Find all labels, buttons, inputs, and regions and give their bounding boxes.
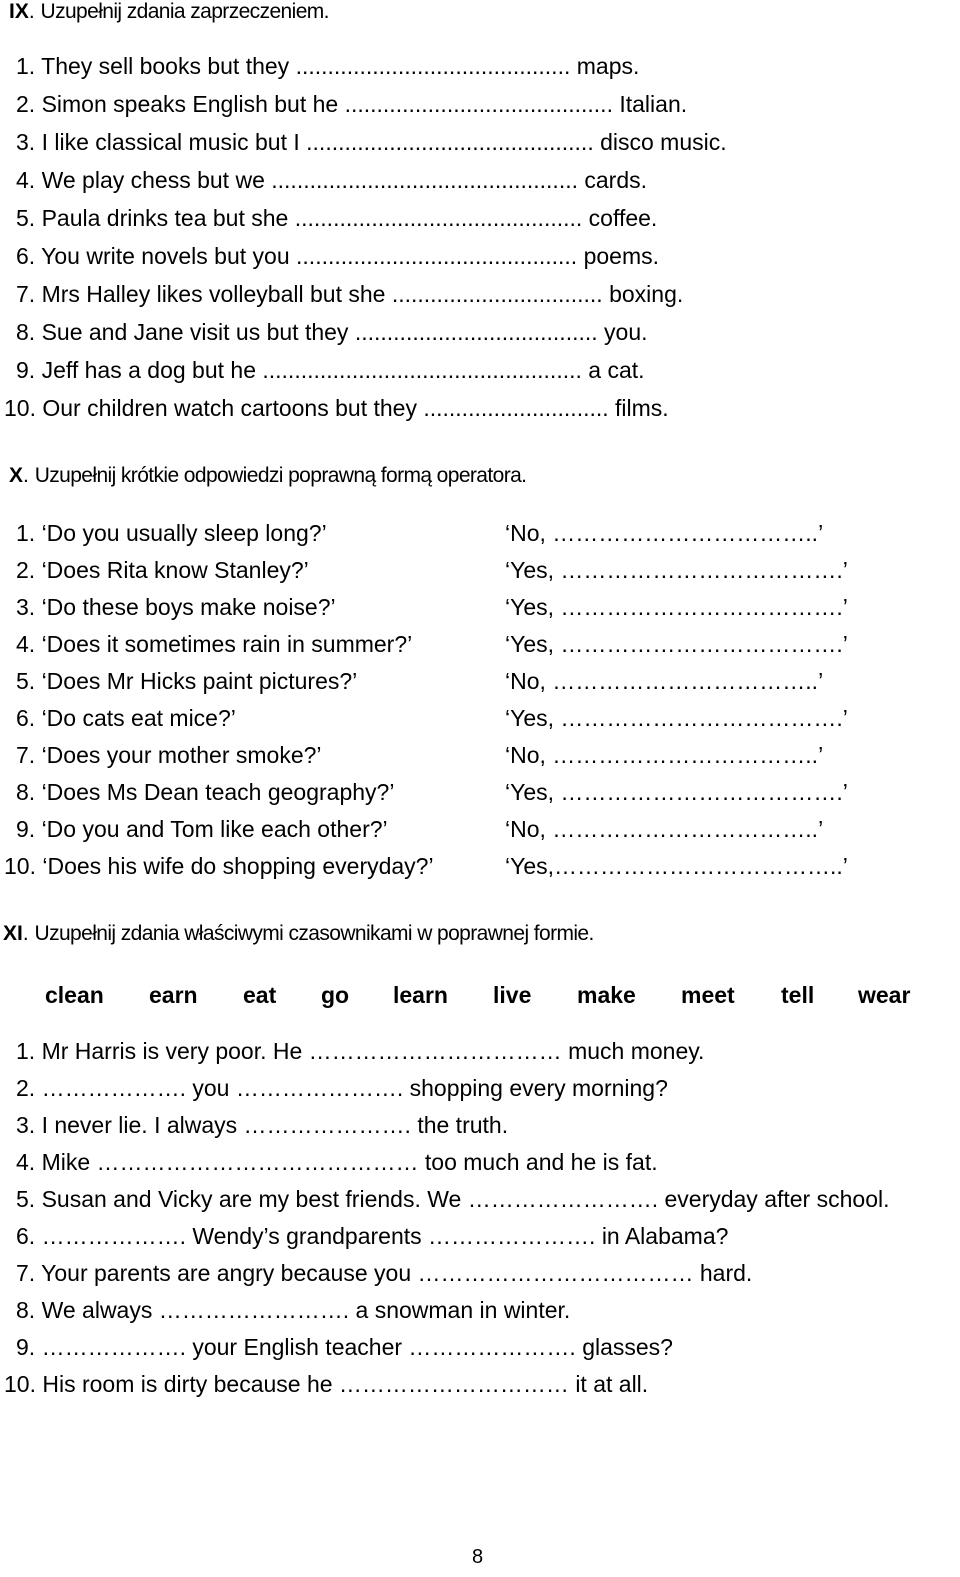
exercise-x-question-9: 9. ‘Do you and Tom like each other?’ — [16, 816, 388, 842]
exercise-x-answer-4: ‘Yes, ……………………………….’ — [505, 631, 848, 657]
word-bank-item: meet — [681, 982, 735, 1008]
exercise-ix-item-7: 7. Mrs Halley likes volleyball but she ................................. boxing. — [16, 281, 684, 307]
exercise-ix-item-2: 2. Simon speaks English but he .......................................... Italian. — [16, 91, 688, 117]
exercise-x-answer-9: ‘No, ……………………………..’ — [505, 816, 824, 842]
exercise-x-question-1: 1. ‘Do you usually sleep long?’ — [16, 520, 327, 546]
exercise-xi-item-9: 9. ………………. your English teacher …………………. glasses? — [16, 1334, 673, 1360]
exercise-xi-item-2: 2. ………………. you …………………. shopping every morning? — [16, 1075, 668, 1101]
exercise-x-answer-7: ‘No, ……………………………..’ — [505, 742, 824, 768]
exercise-x-answer-8: ‘Yes, ……………………………….’ — [505, 779, 848, 805]
exercise-xi-item-1: 1. Mr Harris is very poor. He …………………………… much money. — [16, 1038, 705, 1064]
exercise-x-answer-6: ‘Yes, ……………………………….’ — [505, 705, 848, 731]
exercise-x-question-5: 5. ‘Does Mr Hicks paint pictures?’ — [16, 668, 358, 694]
exercise-x-answer-5: ‘No, ……………………………..’ — [505, 668, 824, 694]
exercise-xi-item-10: 10. His room is dirty because he ………………………… it at all. — [4, 1371, 649, 1397]
exercise-ix-item-1: 1. They sell books but they ........................................... maps. — [16, 53, 640, 79]
section-number: XI — [3, 922, 23, 945]
exercise-x-question-4: 4. ‘Does it sometimes rain in summer?’ — [16, 631, 413, 657]
exercise-ix-item-4: 4. We play chess but we ................................................ cards. — [16, 167, 648, 193]
exercise-xi-item-5: 5. Susan and Vicky are my best friends. We ……………………. everyday after school. — [16, 1186, 890, 1212]
word-bank-item: go — [321, 982, 350, 1008]
page-number: 8 — [472, 1546, 484, 1568]
exercise-ix-item-6: 6. You write novels but you ............................................ poems. — [16, 243, 660, 269]
exercise-ix-item-8: 8. Sue and Jane visit us but they ...................................... you. — [16, 319, 648, 345]
exercise-ix-item-5: 5. Paula drinks tea but she ............................................. coffee. — [16, 205, 658, 231]
exercise-x-question-7: 7. ‘Does your mother smoke?’ — [16, 742, 322, 768]
section-xi-heading: XI. Uzupełnij zdania właściwymi czasownikami w poprawnej formie. — [3, 922, 594, 945]
exercise-xi-item-6: 6. ………………. Wendy’s grandparents …………………. in Alabama? — [16, 1223, 729, 1249]
exercise-x-answer-2: ‘Yes, ……………………………….’ — [505, 557, 848, 583]
section-number: X — [9, 464, 24, 487]
exercise-xi-item-3: 3. I never lie. I always …………………. the truth. — [16, 1112, 509, 1138]
exercise-ix-item-3: 3. I like classical music but I ............................................. disco music. — [16, 129, 727, 155]
exercise-xi-item-4: 4. Mike …………………………………… too much and he is fat. — [16, 1149, 658, 1175]
exercise-x-answer-10: ‘Yes,………………………………..’ — [505, 853, 848, 879]
word-bank-item: learn — [393, 982, 448, 1008]
exercise-x-question-8: 8. ‘Does Ms Dean teach geography?’ — [16, 779, 395, 805]
exercise-xi-item-7: 7. Your parents are angry because you ……………………………… hard. — [16, 1260, 753, 1286]
exercise-x-answer-1: ‘No, ……………………………..’ — [505, 520, 824, 546]
exercise-x-answer-3: ‘Yes, ……………………………….’ — [505, 594, 848, 620]
word-bank-item: make — [577, 982, 636, 1008]
exercise-x-question-6: 6. ‘Do cats eat mice?’ — [16, 705, 236, 731]
exercise-ix-item-10: 10. Our children watch cartoons but they ............................. films. — [4, 395, 669, 421]
exercise-ix-item-9: 9. Jeff has a dog but he .................................................. a cat. — [16, 357, 645, 383]
section-instruction: Uzupełnij krótkie odpowiedzi poprawną formą operatora. — [34, 464, 527, 487]
word-bank-item: tell — [781, 982, 815, 1008]
word-bank-item: live — [493, 982, 532, 1008]
exercise-x-question-2: 2. ‘Does Rita know Stanley?’ — [16, 557, 309, 583]
exercise-x-question-10: 10. ‘Does his wife do shopping everyday?’ — [4, 853, 434, 879]
section-ix-heading: IX. Uzupełnij zdania zaprzeczeniem. — [9, 0, 329, 23]
section-instruction: Uzupełnij zdania zaprzeczeniem. — [40, 0, 329, 23]
word-bank-item: wear — [858, 982, 911, 1008]
word-bank-item: eat — [243, 982, 277, 1008]
exercise-x-question-3: 3. ‘Do these boys make noise?’ — [16, 594, 336, 620]
section-x-heading: X. Uzupełnij krótkie odpowiedzi poprawną formą operatora. — [9, 464, 527, 487]
exercise-xi-item-8: 8. We always ……………………. a snowman in winter. — [16, 1297, 571, 1323]
section-number: IX — [9, 0, 29, 23]
section-instruction: Uzupełnij zdania właściwymi czasownikami w poprawnej formie. — [34, 922, 594, 945]
word-bank-item: earn — [149, 982, 198, 1008]
word-bank-item: clean — [45, 982, 104, 1008]
